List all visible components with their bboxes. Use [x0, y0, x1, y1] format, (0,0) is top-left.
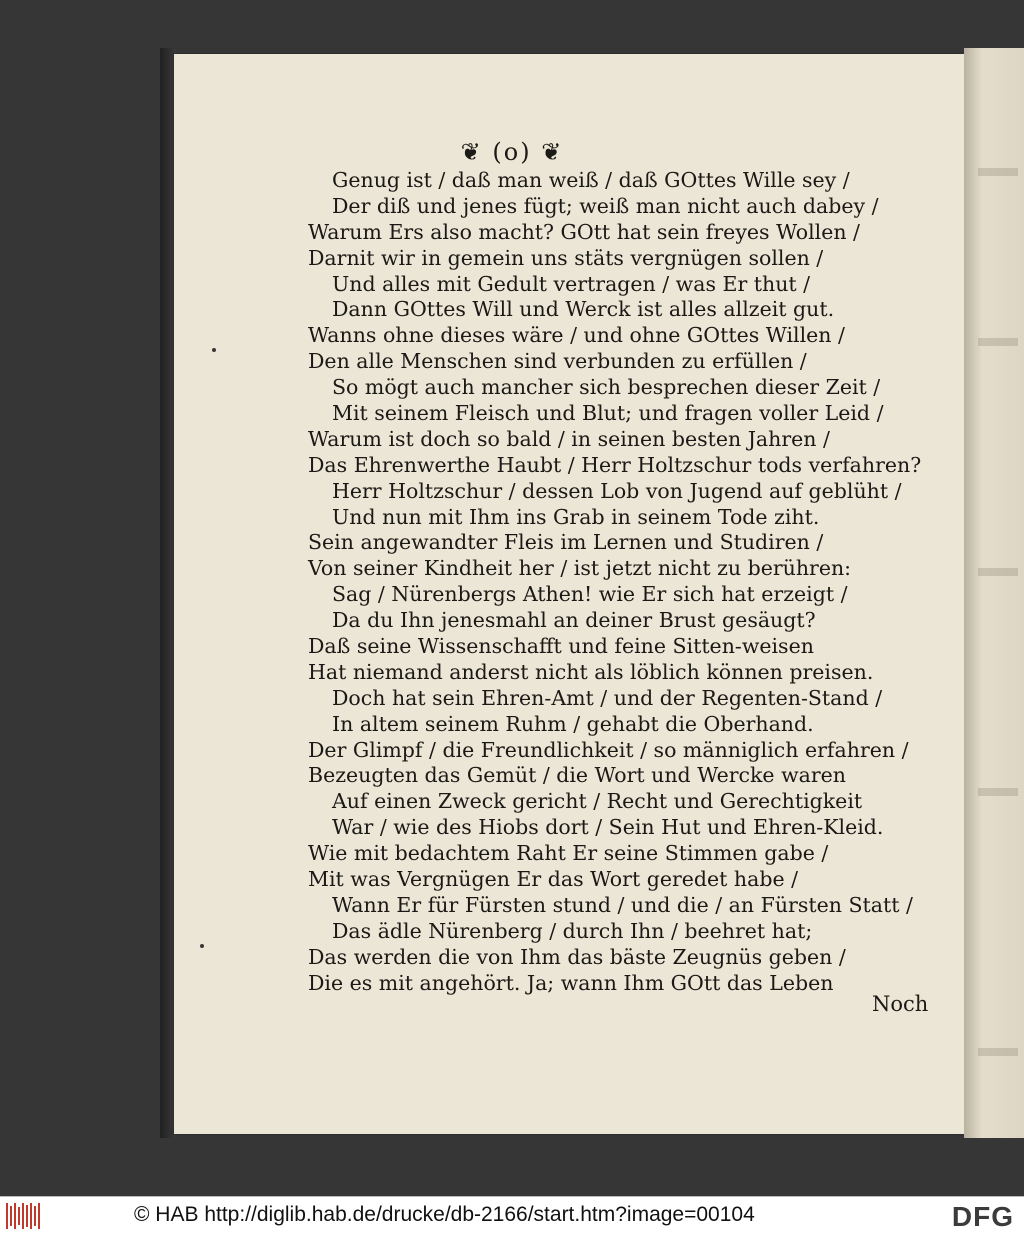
barcode-icon — [6, 1203, 40, 1229]
poem-line: Darnit wir in gemein uns stäts vergnügen sollen / — [308, 245, 824, 270]
bleed-through-mark — [978, 338, 1018, 346]
poem-line: Sag / Nürenbergs Athen! wie Er sich hat erzeigt / — [332, 582, 848, 607]
poem-line: Wie mit bedachtem Raht Er seine Stimmen gabe / — [308, 841, 829, 866]
poem-line: Das Ehrenwerthe Haubt / Herr Holtzschur tods verfahren? — [308, 452, 922, 477]
bleed-through-mark — [978, 168, 1018, 176]
poem-line: Mit seinem Fleisch und Blut; und fragen voller Leid / — [332, 401, 884, 426]
catchword: Noch — [872, 992, 929, 1016]
poem-line: Genug ist / daß man weiß / daß GOttes Wille sey / — [332, 168, 850, 192]
poem-line: Das ädle Nürenberg / durch Ihn / beehret hat; — [332, 918, 813, 943]
poem-line: Der Glimpf / die Freundlichkeit / so männiglich erfahren / — [308, 737, 909, 762]
poem-line: Dann GOttes Will und Werck ist alles allzeit gut. — [332, 297, 835, 322]
ink-speck — [212, 348, 216, 352]
poem-line: Sein angewandter Fleis im Lernen und Studiren / — [308, 530, 824, 555]
page-header-ornament: ❦ (o) ❦ — [460, 138, 564, 166]
adjacent-page-edge — [964, 48, 1024, 1138]
poem-line: Den alle Menschen sind verbunden zu erfüllen / — [308, 349, 807, 374]
poem-line: Warum ist doch so bald / in seinen besten Jahren / — [308, 426, 830, 451]
poem-line: Bezeugten das Gemüt / die Wort und Wercke waren — [308, 763, 846, 788]
poem-line: Auf einen Zweck gericht / Recht und Gerechtigkeit — [332, 789, 863, 814]
poem-line: So mögt auch mancher sich besprechen dieser Zeit / — [332, 375, 881, 400]
poem-text — [308, 168, 928, 997]
copyright-url-link[interactable]: © HAB http://diglib.hab.de/drucke/db-2166/start.htm?image=00104 — [134, 1203, 755, 1226]
poem-line: Wanns ohne dieses wäre / und ohne GOttes Willen / — [308, 323, 845, 348]
poem-line: Das werden die von Ihm das bäste Zeugnüs geben / — [308, 944, 846, 969]
ink-speck — [200, 944, 204, 948]
poem-line: Von seiner Kindheit her / ist jetzt nicht zu berühren: — [308, 556, 852, 581]
viewer-footer — [0, 1196, 1024, 1235]
bleed-through-mark — [978, 568, 1018, 576]
bleed-through-mark — [978, 788, 1018, 796]
poem-line: Der diß und jenes fügt; weiß man nicht auch dabey / — [332, 193, 879, 218]
poem-line: Hat niemand anderst nicht als löblich können preisen. — [308, 659, 874, 684]
poem-line: Da du Ihn jenesmahl an deiner Brust gesäugt? — [332, 608, 816, 633]
poem-line: Und alles mit Gedult vertragen / was Er thut / — [332, 271, 811, 296]
poem-line: Mit was Vergnügen Er das Wort geredet habe / — [308, 867, 798, 892]
poem-line: Herr Holtzschur / dessen Lob von Jugend auf geblüht / — [332, 478, 902, 503]
poem-line: Daß seine Wissenschafft und feine Sitten-weisen — [308, 634, 814, 659]
poem-line: In altem seinem Ruhm / gehabt die Oberhand. — [332, 711, 814, 736]
poem-line: Die es mit angehört. Ja; wann Ihm GOtt das Leben — [308, 970, 834, 995]
poem-line: Wann Er für Fürsten stund / und die / an Fürsten Statt / — [332, 892, 913, 917]
poem-line: Warum Ers also macht? GOtt hat sein freyes Wollen / — [308, 219, 860, 244]
bleed-through-mark — [978, 1048, 1018, 1056]
poem-line: Doch hat sein Ehren-Amt / und der Regenten-Stand / — [332, 685, 883, 710]
poem-line: War / wie des Hiobs dort / Sein Hut und Ehren-Kleid. — [332, 815, 884, 840]
dfg-logo: DFG — [951, 1201, 1014, 1232]
poem-line: Und nun mit Ihm ins Grab in seinem Tode ziht. — [332, 504, 820, 529]
